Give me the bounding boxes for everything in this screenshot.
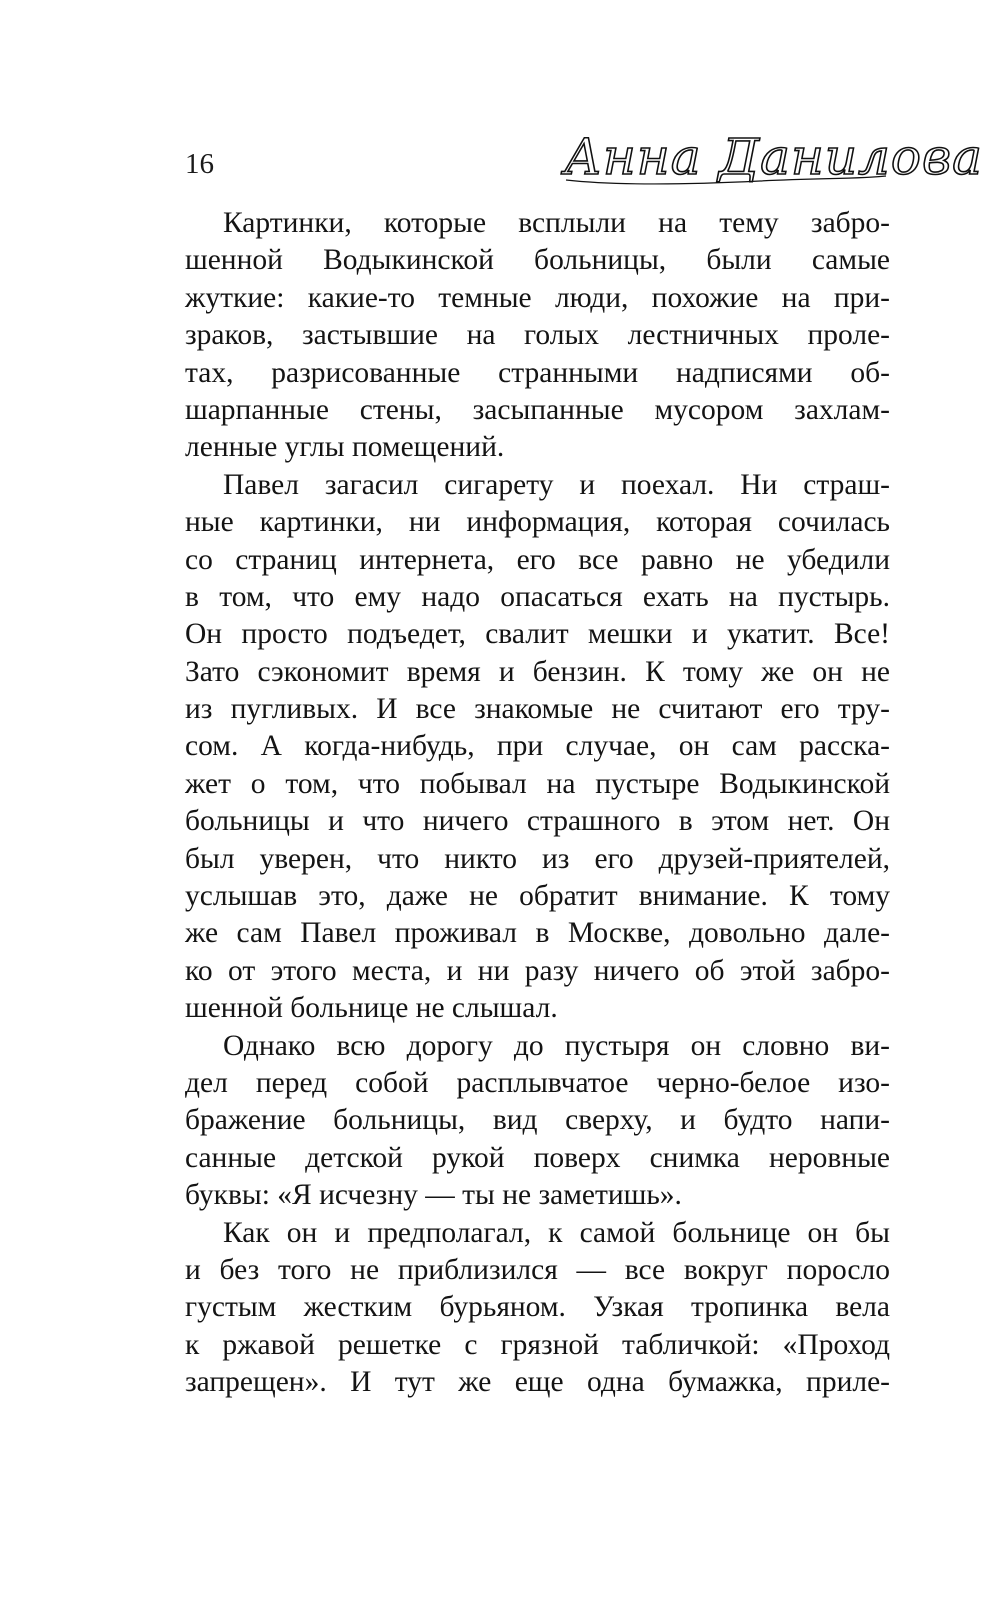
text-line: жуткие: какие-то темные люди, похожие на при- xyxy=(185,281,890,314)
page-header xyxy=(185,120,983,200)
text-line: ленные углы помещений. xyxy=(185,431,505,464)
body-text xyxy=(185,205,890,1402)
text-line: запрещен». И тут же еще одна бумажка, приле- xyxy=(185,1366,890,1399)
text-line: Как он и предполагал, к самой больнице он бы xyxy=(223,1216,890,1249)
text-line: густым жестким бурьяном. Узкая тропинка вела xyxy=(185,1291,890,1324)
text-line: бражение больницы, вид сверху, и будто напи- xyxy=(185,1104,890,1137)
author-name: Анна Данилова xyxy=(564,128,983,186)
text-line: шарпанные стены, засыпанные мусором захлам- xyxy=(185,393,890,426)
text-line: ко от этого места, и ни разу ничего об этой забро- xyxy=(185,954,890,987)
text-line: Зато сэкономит время и бензин. К тому же он не xyxy=(185,655,890,688)
text-line: сом. А когда-нибудь, при случае, он сам расска- xyxy=(185,730,890,763)
text-line: Он просто подъедет, свалит мешки и укатит. Все! xyxy=(185,618,890,651)
text-line: санные детской рукой поверх снимка неровные xyxy=(185,1141,890,1174)
text-line: Павел загасил сигарету и поехал. Ни страш- xyxy=(223,468,890,501)
text-line: шенной Водыкинской больницы, были самые xyxy=(185,244,890,277)
page-number: 16 xyxy=(185,148,214,180)
text-line: буквы: «Я исчезну — ты не заметишь». xyxy=(185,1179,682,1212)
text-line: шенной больнице не слышал. xyxy=(185,992,558,1025)
text-line: со страниц интернета, его все равно не убедили xyxy=(185,543,890,576)
text-line: и без того не приблизился — все вокруг поросло xyxy=(185,1253,890,1286)
text-line: ные картинки, ни информация, которая сочилась xyxy=(185,506,890,539)
text-line: зраков, застывшие на голых лестничных проле- xyxy=(185,319,890,352)
text-line: в том, что ему надо опасаться ехать на пустырь. xyxy=(185,580,890,613)
text-line: тах, разрисованные странными надписями об- xyxy=(185,356,890,389)
text-line: жет о том, что побывал на пустыре Водыкинской xyxy=(185,767,890,800)
author-signature xyxy=(560,124,983,190)
text-line: Однако всю дорогу до пустыря он словно ви- xyxy=(223,1029,890,1062)
text-line: больницы и что ничего страшного в этом нет. Он xyxy=(185,805,890,838)
text-line: дел перед собой расплывчатое черно-белое изо- xyxy=(185,1066,890,1099)
text-line: Картинки, которые всплыли на тему забро- xyxy=(223,207,890,239)
text-line: был уверен, что никто из его друзей-приятелей, xyxy=(185,842,890,875)
text-line: услышав это, даже не обратит внимание. К тому xyxy=(185,880,890,913)
text-line: к ржавой решетке с грязной табличкой: «Проход xyxy=(185,1328,890,1361)
text-line: же сам Павел проживал в Москве, довольно дале- xyxy=(185,917,890,950)
text-line: из пугливых. И все знакомые не считают его тру- xyxy=(185,693,890,726)
